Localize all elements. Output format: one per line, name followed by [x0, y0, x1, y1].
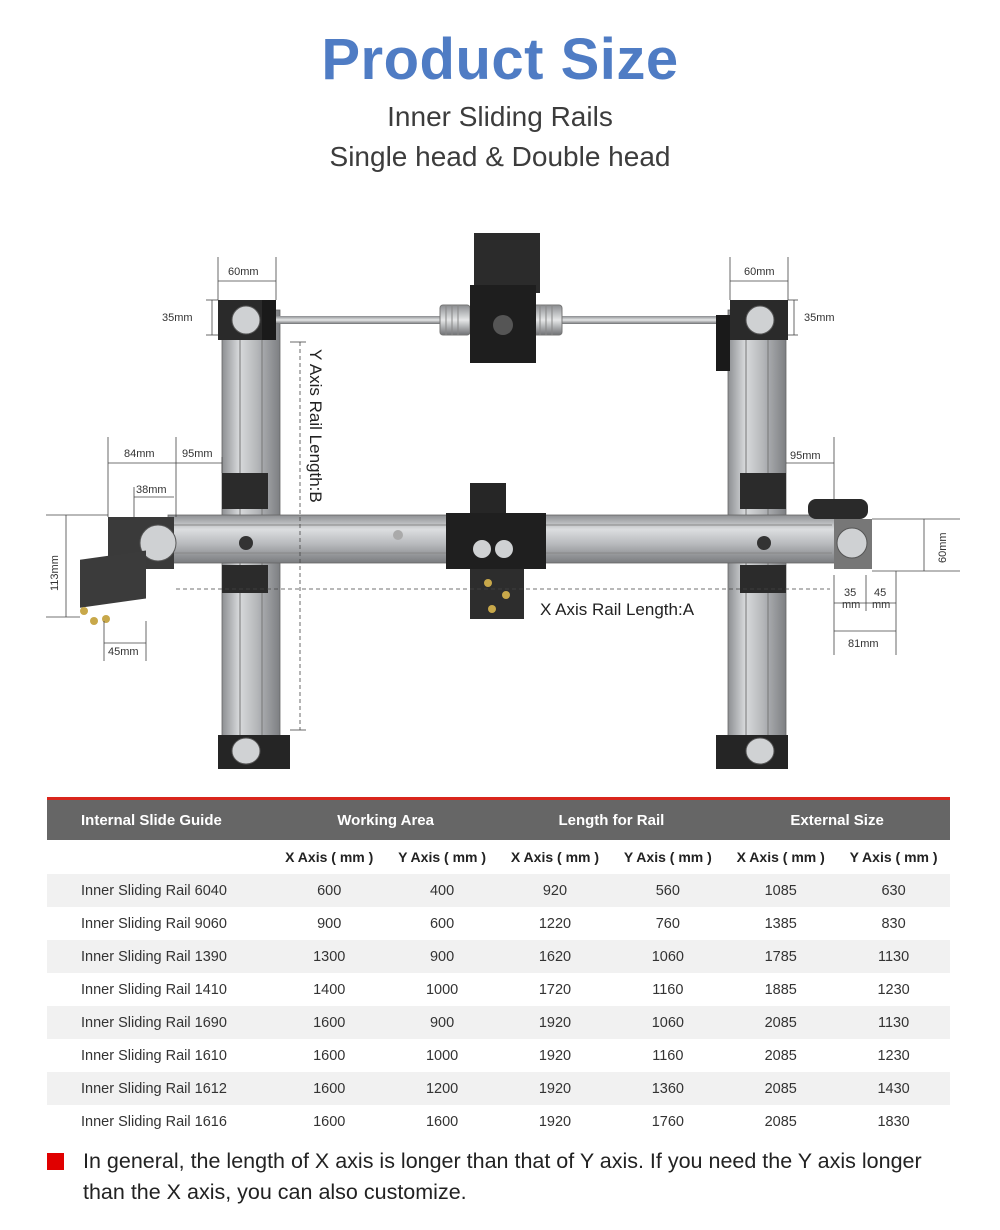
red-square-bullet-icon: [47, 1153, 64, 1170]
row-name: Inner Sliding Rail 1390: [81, 948, 227, 965]
table-cell: 2085: [764, 1047, 797, 1064]
table-header: [47, 800, 950, 840]
row-name: Inner Sliding Rail 1616: [81, 1113, 227, 1130]
table-cell: 1920: [538, 1014, 572, 1031]
dim-60mm-top-right: 60mm: [744, 266, 775, 278]
header-guide: Internal Slide Guide: [81, 811, 222, 829]
row-name: Inner Sliding Rail 1410: [81, 981, 227, 998]
table-cell: 1360: [651, 1080, 684, 1097]
table-row: [47, 973, 950, 1006]
table-cell: 900: [429, 948, 455, 965]
table-cell: 1000: [425, 981, 459, 998]
left-mirror-mount: [80, 550, 146, 625]
table-cell: 630: [881, 882, 906, 899]
page-title: Product Size: [321, 27, 679, 92]
table-cell: 1600: [425, 1113, 459, 1130]
header-length-for-rail: Length for Rail: [558, 811, 665, 829]
table-cell: 1000: [425, 1047, 459, 1064]
table-cell: 600: [317, 882, 342, 899]
subheader-cell: X Axis ( mm ): [736, 849, 825, 865]
table-cell: 2085: [764, 1113, 797, 1130]
table-cell: 1920: [538, 1113, 572, 1130]
dim-35-small: 35: [844, 587, 857, 599]
dim-35-small-unit: mm: [842, 599, 861, 611]
subtitle-head-type: Single head & Double head: [329, 141, 671, 172]
dim-95mm-left: 95mm: [182, 448, 213, 460]
table-cell: 1720: [538, 981, 572, 998]
table-cell: 1760: [651, 1113, 684, 1130]
table-cell: 900: [429, 1014, 455, 1031]
dim-81mm: 81mm: [848, 638, 879, 650]
dim-113mm: 113mm: [49, 555, 61, 591]
x-axis-rail-length-label: X Axis Rail Length:A: [540, 600, 695, 619]
subheader-cell: X Axis ( mm ): [285, 849, 374, 865]
row-name: Inner Sliding Rail 1610: [81, 1047, 227, 1064]
table-cell: 1430: [877, 1080, 910, 1097]
table-row: [47, 874, 950, 907]
row-name: Inner Sliding Rail 6040: [81, 882, 227, 899]
table-cell: 1160: [652, 1047, 684, 1064]
table-cell: 1220: [538, 915, 572, 932]
subheader-cell: Y Axis ( mm ): [398, 849, 487, 865]
header-external-size: External Size: [790, 811, 884, 829]
dim-45-small-unit: mm: [872, 599, 891, 611]
table-cell: 2085: [764, 1080, 797, 1097]
table-cell: 1060: [651, 948, 684, 965]
dim-45-small: 45: [874, 587, 887, 599]
table-cell: 1230: [877, 1047, 910, 1064]
table-cell: 560: [655, 882, 680, 899]
table-cell: 760: [655, 915, 680, 932]
table-cell: 1130: [878, 948, 910, 965]
table-row: [47, 940, 950, 973]
rail-dimension-diagram: [0, 225, 1000, 785]
note-text: In general, the length of X axis is longer than that of Y axis. If you need the Y axis longer than the X axis, you can also customize.: [83, 1149, 922, 1204]
table-cell: 400: [429, 882, 455, 899]
table-subheader: [47, 840, 950, 874]
table-cell: 1230: [877, 981, 910, 998]
table-cell: 1600: [313, 1047, 346, 1064]
table-cell: 1130: [878, 1014, 910, 1031]
table-cell: 1920: [538, 1080, 572, 1097]
table-row: [47, 1072, 950, 1105]
table-row: [47, 907, 950, 940]
row-name: Inner Sliding Rail 1690: [81, 1014, 227, 1031]
dim-60mm-side: 60mm: [937, 532, 949, 563]
table-cell: 1160: [652, 981, 684, 998]
table-row: [47, 1006, 950, 1039]
dim-45mm-bottom: 45mm: [108, 646, 139, 658]
header-working-area: Working Area: [337, 811, 434, 829]
table-cell: 1300: [313, 948, 346, 965]
table-cell: 1600: [313, 1080, 346, 1097]
y-axis-rail-length-label: Y Axis Rail Length:B: [306, 349, 325, 503]
table-row: [47, 1105, 950, 1138]
row-name: Inner Sliding Rail 9060: [81, 915, 227, 932]
laser-head-carriage: [446, 483, 546, 619]
table-cell: 1920: [538, 1047, 572, 1064]
table-cell: 1600: [313, 1113, 346, 1130]
spec-table: [47, 797, 950, 1138]
table-cell: 920: [542, 882, 568, 899]
table-cell: 1060: [651, 1014, 684, 1031]
dim-95mm-right: 95mm: [790, 450, 821, 462]
dim-35mm-right: 35mm: [804, 312, 835, 324]
table-cell: 2085: [764, 1014, 797, 1031]
table-cell: 900: [317, 915, 342, 932]
table-cell: 600: [429, 915, 455, 932]
table-cell: 1385: [764, 915, 797, 932]
drive-shaft: [276, 233, 716, 363]
table-cell: 1830: [877, 1113, 910, 1130]
subheader-cell: X Axis ( mm ): [510, 849, 600, 865]
subtitle-rail-type: Inner Sliding Rails: [387, 101, 613, 132]
dim-60mm-top-left: 60mm: [228, 266, 259, 278]
table-cell: 1785: [764, 948, 797, 965]
table-row: [47, 1039, 950, 1072]
table-cell: 1085: [764, 882, 797, 899]
row-name: Inner Sliding Rail 1612: [81, 1080, 227, 1097]
table-cell: 1400: [313, 981, 346, 998]
dim-35mm-left: 35mm: [162, 312, 193, 324]
table-cell: 1200: [425, 1080, 459, 1097]
table-cell: 1600: [313, 1014, 346, 1031]
table-cell: 830: [881, 915, 906, 932]
subheader-cell: Y Axis ( mm ): [849, 849, 938, 865]
subheader-cell: Y Axis ( mm ): [623, 849, 712, 865]
dim-84mm: 84mm: [124, 448, 155, 460]
table-cell: 1620: [538, 948, 572, 965]
table-cell: 1885: [764, 981, 797, 998]
dim-38mm: 38mm: [136, 484, 167, 496]
